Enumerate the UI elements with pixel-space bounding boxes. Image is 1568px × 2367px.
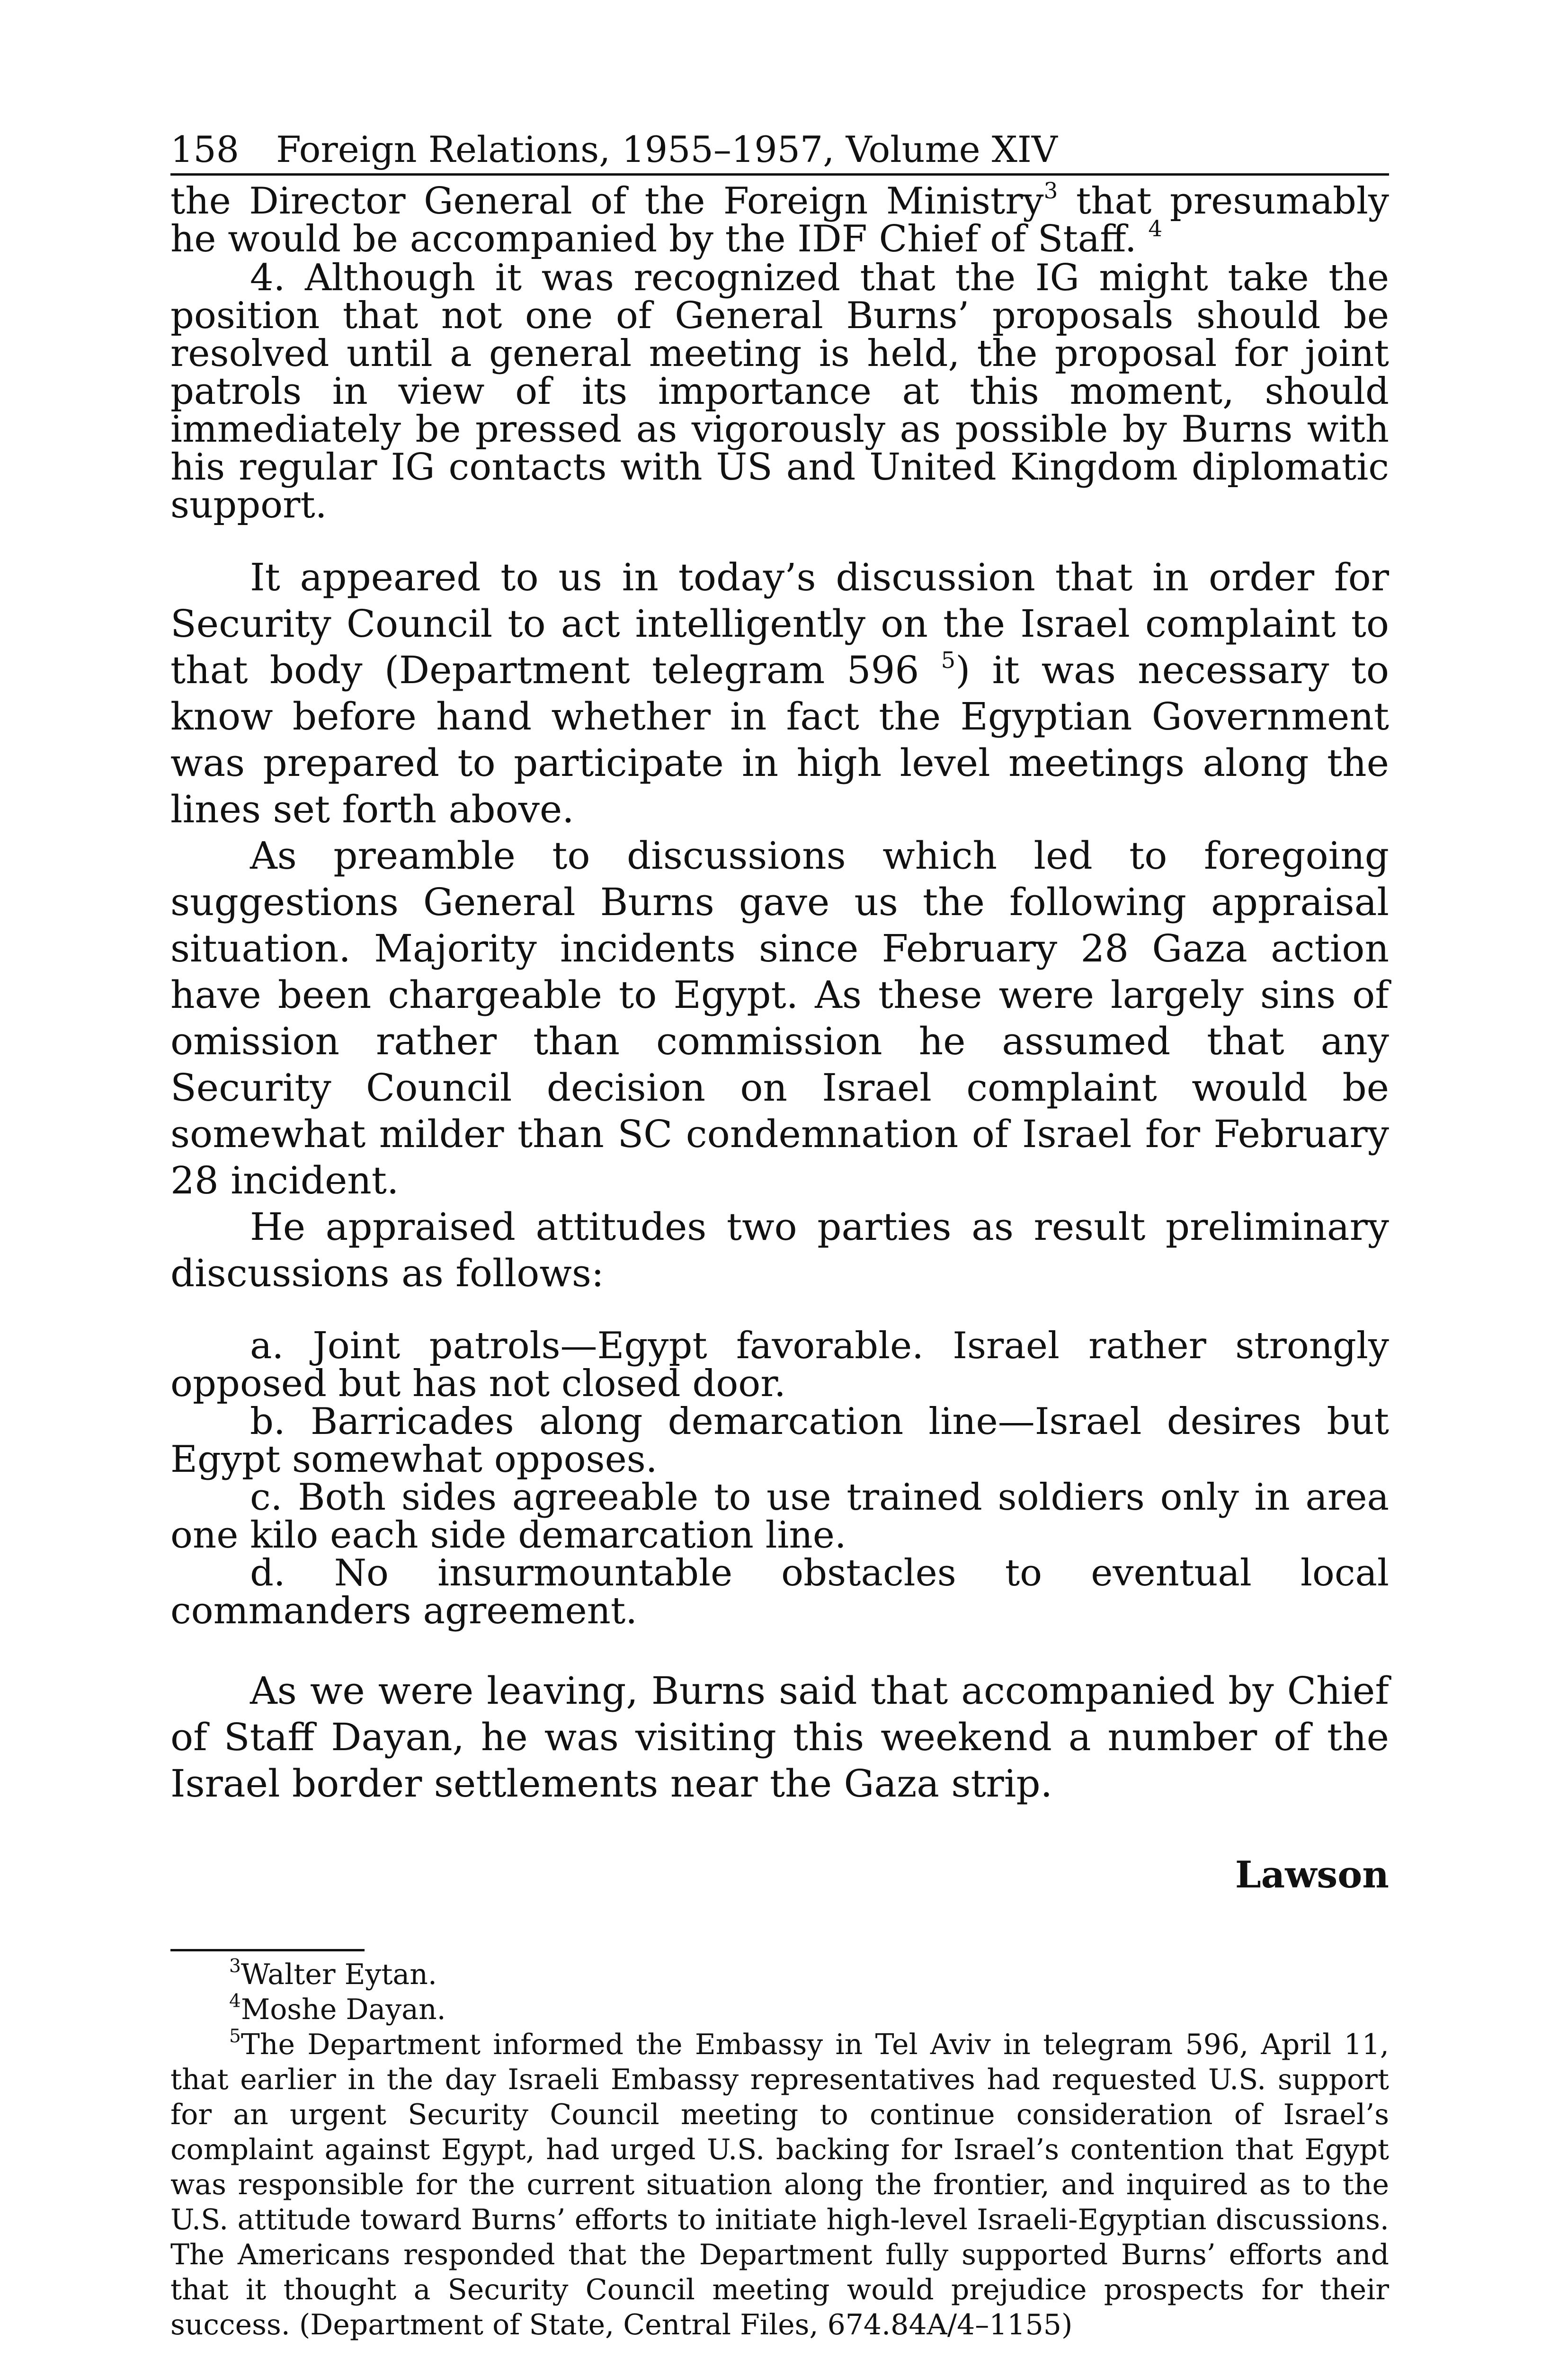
footnote-text: Walter Eytan. — [241, 1958, 437, 1991]
footnote-3 — [170, 1957, 1389, 1992]
footnote-text: The Department informed the Embassy in Tel Aviv in telegram 596, April 11, that earlier in the day Israeli Embassy representatives had requested U.S. support for an urgent Security Council meeting to continue consideration of Israel’s complaint against Egypt, had urged U.S. backing for Israel’s contention that Egypt was responsible for the current situation along the frontier, and inquired as to the U.S. attitude toward Burns’ efforts to initiate high-level Israeli-Egyptian discussions. The Americans responded that the Department fully supported Burns’ efforts and that it thought a Security Council meeting would prejudice prospects for their success. (Department of State, Central Files, 674.84A/4–1155) — [170, 2028, 1389, 2341]
paragraph-appraisal: As preamble to discussions which led to foregoing suggestions General Burns gave us the following appraisal situation. Majority incidents since February 28 Gaza action have been chargeable to Egypt. As these were largely sins of omission rather than commission he assumed that any Security Council decision on Israel complaint would be somewhat milder than SC condemnation of Israel for February 28 incident. — [170, 834, 1389, 1202]
paragraph-text: ) it was necessary to know before hand whether in fact the Egyptian Government was prepared to participate in high level meetings along the lines set forth above. — [170, 648, 1389, 831]
document-body — [170, 178, 1389, 1896]
footnote-divider — [170, 1949, 365, 1951]
paragraph-leaving: As we were leaving, Burns said that accompanied by Chief of Staff Dayan, he was visiting this weekend a number of the Israel border settlements near the Gaza strip. — [170, 1669, 1389, 1806]
list-item: c. Both sides agreeable to use trained soldiers only in area one kilo each side demarcation line. — [170, 1476, 1389, 1557]
footnote-number: 5 — [229, 2026, 241, 2047]
paragraph-text: It appeared to us in today’s discussion that in order for Security Council to act intelligently on the Israel complaint to that body (Department telegram 596 — [170, 555, 1389, 692]
footnote-text: Moshe Dayan. — [241, 1993, 446, 2026]
footnotes — [170, 1957, 1389, 2342]
list-item: a. Joint patrols—Egypt favorable. Israel rather strongly opposed but has not closed door. — [170, 1325, 1389, 1405]
paragraph-security-council — [170, 554, 1389, 833]
footnote-4 — [170, 1992, 1389, 2027]
running-header — [170, 128, 1389, 176]
paragraph-point-4: 4. Although it was recognized that the IG might take the position that not one of General Burns’ proposals should be resolved until a general meeting is held, the proposal for joint patrols in view of its importance at this moment, should immediately be pressed as vigorously as possible by Burns with his regular IG contacts with US and United Kingdom diplomatic support. — [170, 257, 1389, 526]
volume-title: Foreign Relations, 1955–1957, Volume XIV — [276, 128, 1058, 170]
paragraph-attitudes: He appraised attitudes two parties as result preliminary discussions as follows: — [170, 1205, 1389, 1295]
footnote-ref-4: 4 — [1148, 216, 1163, 242]
list-item: b. Barricades along demarcation line—Israel desires but Egypt somewhat opposes. — [170, 1400, 1389, 1481]
footnote-5 — [170, 2027, 1389, 2342]
paragraph-text: that presumably he would be accompanied by the IDF Chief of Staff. — [170, 180, 1389, 260]
footnote-ref-5: 5 — [941, 647, 956, 674]
paragraph-continuation — [170, 178, 1389, 260]
page-number: 158 — [170, 128, 240, 170]
footnote-number: 3 — [229, 1956, 241, 1977]
attitudes-list — [170, 1327, 1389, 1630]
list-item: d. No insurmountable obstacles to eventual local commanders agreement. — [170, 1552, 1389, 1632]
footnote-ref-3: 3 — [1043, 178, 1058, 205]
document-page — [170, 128, 1389, 2342]
signature: Lawson — [1235, 1853, 1389, 1896]
footnote-number: 4 — [229, 1991, 241, 2012]
paragraph-text: the Director General of the Foreign Ministry — [170, 180, 1044, 222]
